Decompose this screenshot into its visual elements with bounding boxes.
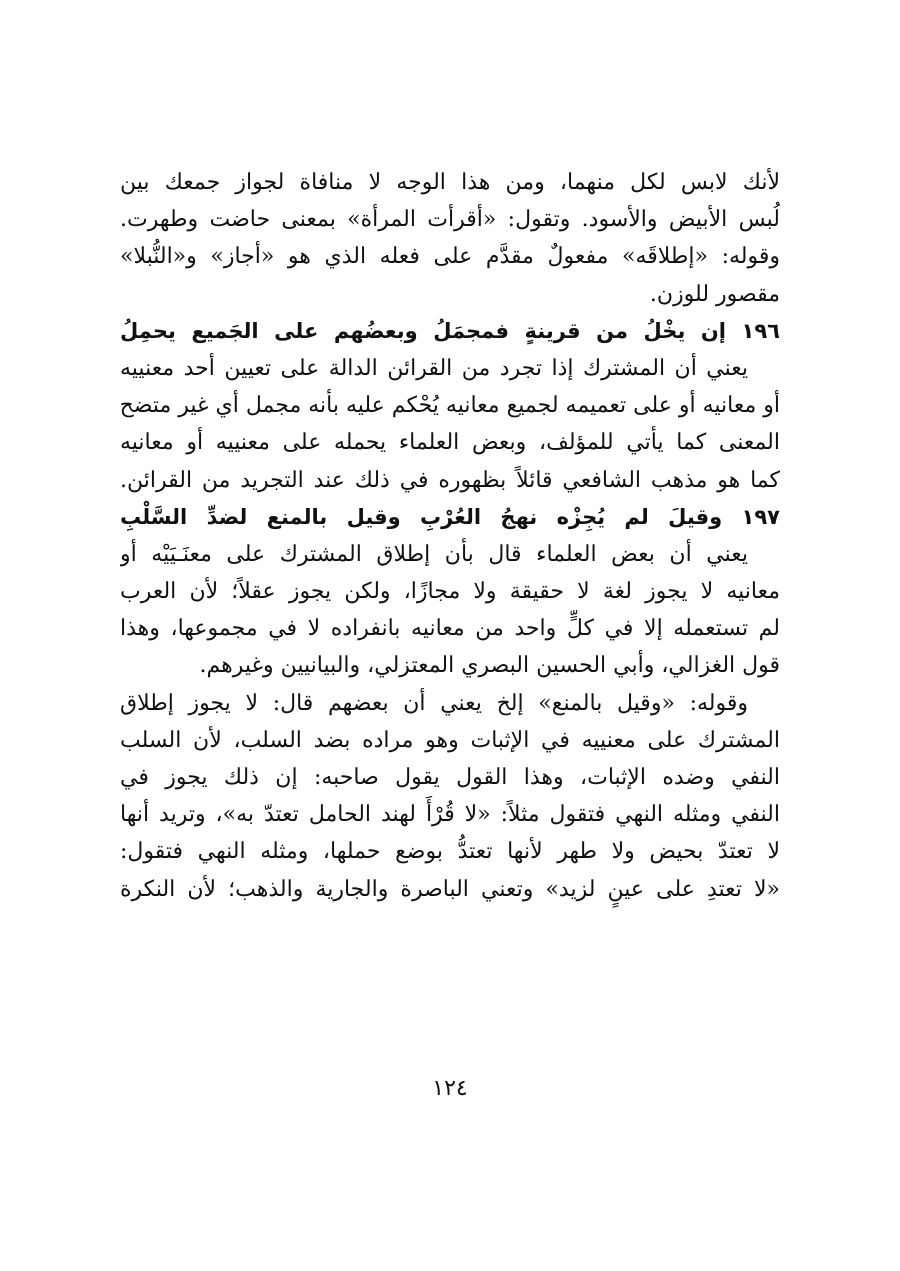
text-line: المشترك على معنييه في الإثبات وهو مراده بضد السلب، لأن السلب: [120, 727, 780, 753]
text-line: يعني أن بعض العلماء قال بأن إطلاق المشترك على معنَـيَيْه أو: [120, 541, 748, 567]
text-line: مقصور للوزن.: [649, 281, 780, 307]
text-line: المعنى كما يأتي للمؤلف، وبعض العلماء يحمله على معنييه أو معانيه: [120, 430, 780, 456]
verse-heading-197: ١٩٧ وقيلَ لم يُجِزْه نهجُ العُرْبِ وقيل بالمنع لضدِّ السَّلْبِ: [120, 504, 780, 529]
verse-heading-196: ١٩٦ إن يخْلُ من قرينةٍ فمجمَلُ وبعضُهم على الجَميع يحمِلُ: [120, 318, 780, 343]
text-line: قول الغزالي، وأبي الحسين البصري المعتزلي، والبيانيين وغيرهم.: [199, 653, 780, 679]
page-body: [120, 164, 780, 908]
text-line: لُبس الأبيض والأسود. وتقول: «أقرأت المرأة» بمعنى حاضت وطهرت.: [120, 207, 780, 233]
text-line: كما هو مذهب الشافعي قائلاً بظهوره في ذلك عند التجريد من القرائن.: [120, 467, 780, 493]
text-line: النفي وضده الإثبات، وهذا القول يقول صاحبه: إن ذلك يجوز في: [120, 765, 780, 790]
text-line: أو معانيه أو على تعميمه لجميع معانيه يُحْكم عليه بأنه مجمل أي غير متضح: [120, 393, 780, 419]
page-number: ١٢٤: [432, 1076, 468, 1101]
text-line: النفي ومثله النهي فتقول مثلاً: «لا قُرْأَ لهند الحامل تعتدّ به»، وتريد أنها: [120, 802, 780, 828]
text-line: وقوله: «إطلاقَه» مفعولٌ مقدَّم على فعله الذي هو «أجاز» و«النُّبلا»: [120, 244, 780, 270]
text-line: لأنك لابس لكل منهما، ومن هذا الوجه لا منافاة لجواز جمعك بين: [120, 170, 780, 195]
text-line: «لا تعتدِ على عينٍ لزيد» وتعني الباصرة والجارية والذهب؛ لأن النكرة: [120, 876, 780, 902]
text-line: لم تستعمله إلا في كلٍّ واحد من معانيه بانفراده لا في مجموعها، وهذا: [120, 616, 780, 642]
text-line: وقوله: «وقيل بالمنع» إلخ يعني أن بعضهم قال: لا يجوز إطلاق: [120, 690, 748, 716]
text-line: معانيه لا يجوز لغة لا حقيقة ولا مجازًا، ولكن يجوز عقلاً؛ لأن العرب: [120, 579, 780, 605]
text-line: يعني أن المشترك إذا تجرد من القرائن الدالة على تعيين أحد معنييه: [120, 355, 748, 381]
text-line: لا تعتدّ بحيض ولا طهر لأنها تعتدُّ بوضع حملها، ومثله النهي فتقول:: [120, 839, 780, 865]
